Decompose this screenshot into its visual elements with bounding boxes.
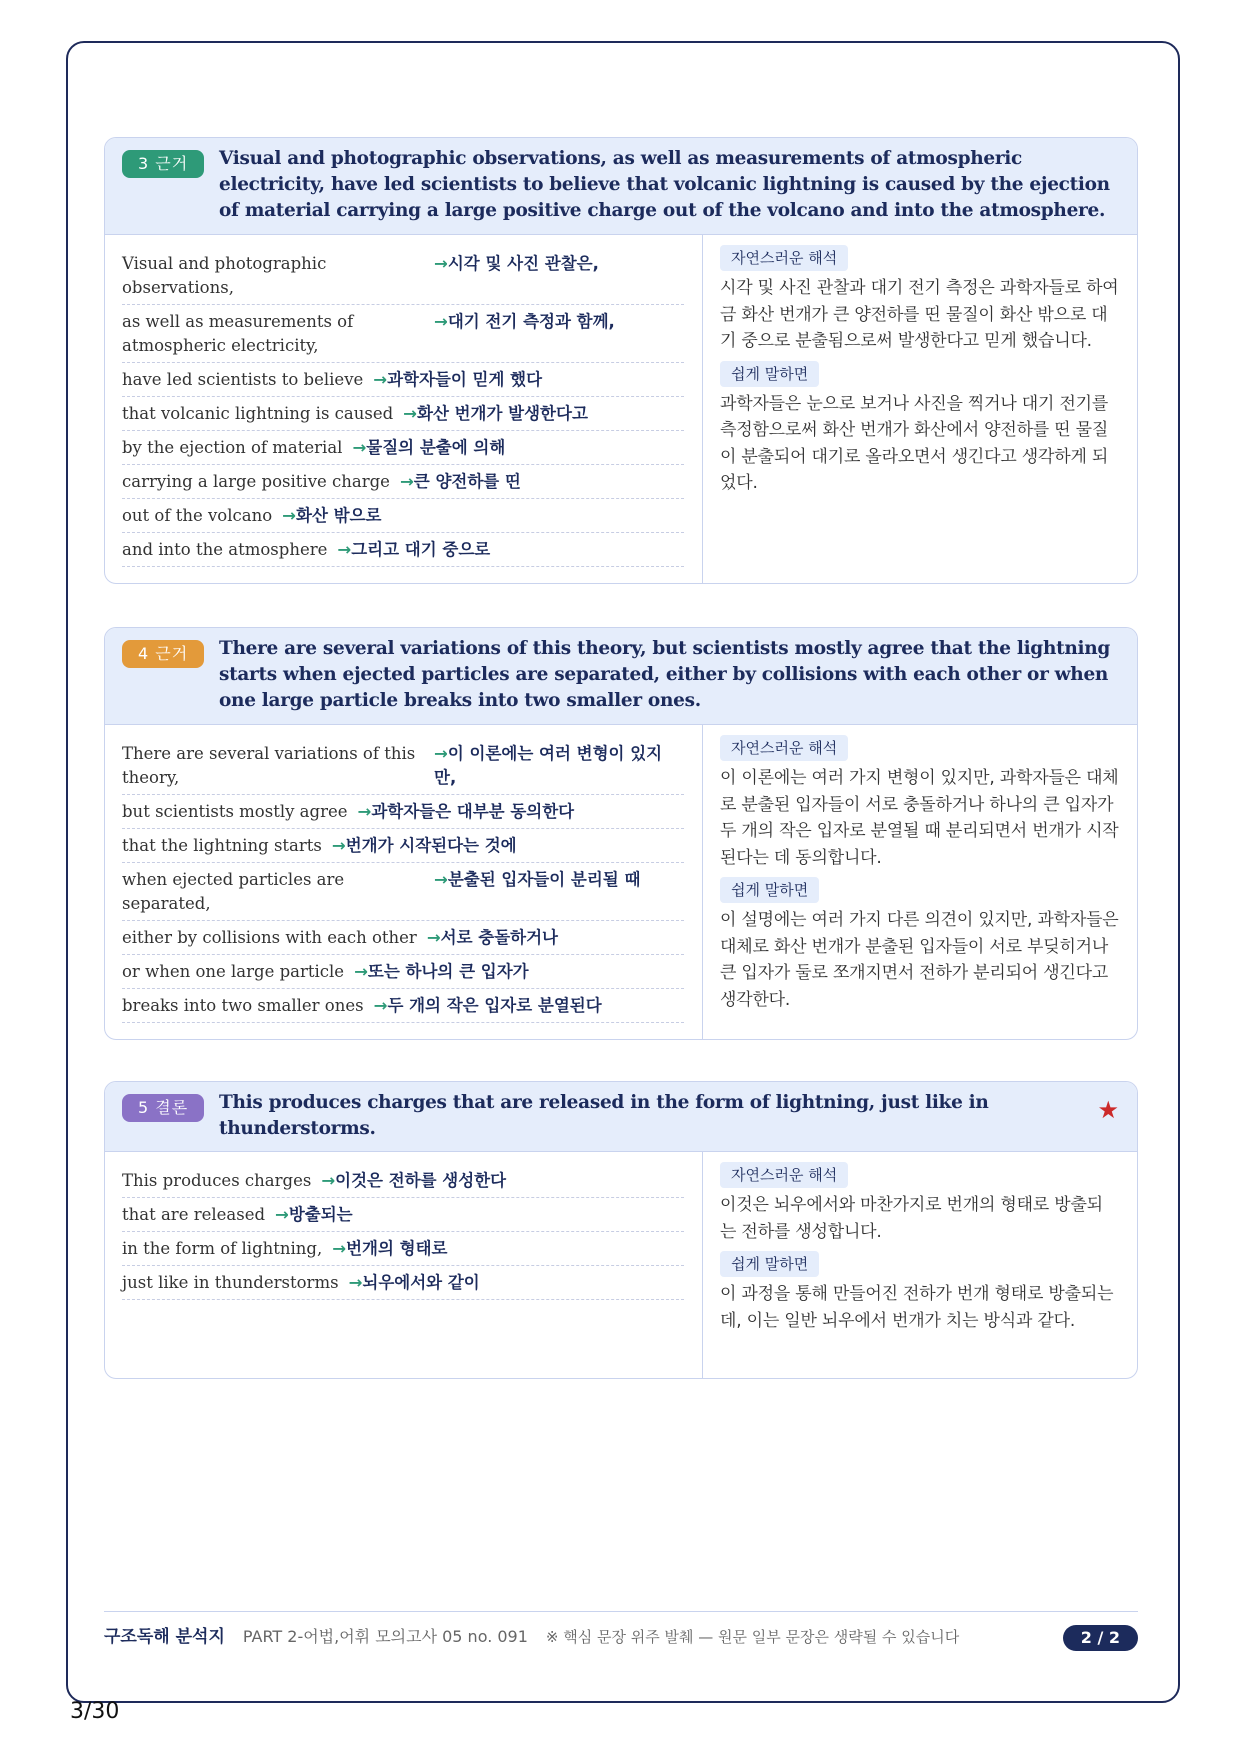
chunk-row xyxy=(122,363,684,397)
chunk-ko xyxy=(337,538,490,562)
chunk-ko xyxy=(332,1237,447,1261)
natural-translation-label: 자연스러운 해석 xyxy=(720,1162,848,1188)
page-indicator: 2 / 2 xyxy=(1063,1625,1138,1651)
chunk-row xyxy=(122,955,684,989)
chunk-row xyxy=(122,1232,684,1266)
chunk-ko-text: 또는 하나의 큰 입자가 xyxy=(367,962,529,981)
arrow-icon: → xyxy=(337,540,352,559)
chunk-list xyxy=(105,235,703,583)
chunk-en: have led scientists to believe xyxy=(122,370,364,389)
translation-panel xyxy=(703,725,1137,1039)
chunk-ko xyxy=(434,252,599,276)
chunk-en: that volcanic lightning is caused xyxy=(122,404,394,423)
chunk-ko-text: 번개의 형태로 xyxy=(346,1239,448,1258)
chunk-ko-text: 과학자들은 대부분 동의한다 xyxy=(371,802,575,821)
natural-translation-label: 자연스러운 해석 xyxy=(720,735,848,761)
analysis-block-5 xyxy=(104,1081,1138,1379)
arrow-icon: → xyxy=(373,370,388,389)
chunk-ko xyxy=(403,402,588,426)
chunk-ko xyxy=(275,1203,353,1227)
chunk-ko-text: 시각 및 사진 관찰은, xyxy=(447,254,599,273)
chunk-row xyxy=(122,921,684,955)
simple-explanation-label: 쉽게 말하면 xyxy=(720,361,819,387)
chunk-row xyxy=(122,1164,684,1198)
chunk-row xyxy=(122,737,684,795)
chunk-row xyxy=(122,829,684,863)
chunk-en: There are several variations of this theory, xyxy=(122,744,416,787)
chunk-ko-text: 이 이론에는 여러 변형이 있지만, xyxy=(434,744,663,787)
natural-translation-label: 자연스러운 해석 xyxy=(720,245,848,271)
chunk-ko xyxy=(374,994,602,1018)
chunk-ko-text: 분출된 입자들이 분리될 때 xyxy=(447,870,641,889)
chunk-en: in the form of lightning, xyxy=(122,1239,323,1258)
simple-explanation: 과학자들은 눈으로 보거나 사진을 찍거나 대기 전기를 측정함으로써 화산 번개가 화산에서 양전하를 띤 물질이 분출되어 대기로 올라오면서 생긴다고 생각하게 되었다. xyxy=(720,393,1109,493)
key-sentence: This produces charges that are released in the form of lightning, just like in thunderstorms. xyxy=(219,1092,989,1139)
arrow-icon: → xyxy=(399,472,414,491)
arrow-icon: → xyxy=(321,1171,336,1190)
block-header xyxy=(105,628,1137,725)
chunk-row xyxy=(122,1266,684,1300)
chunk-row xyxy=(122,1198,684,1232)
translation-panel xyxy=(703,235,1137,583)
chunk-en: by the ejection of material xyxy=(122,438,343,457)
key-sentence: There are several variations of this theory, but scientists mostly agree that the lightning starts when ejected particles are separated, either by collisions with each other or when one large particle breaks into two smaller ones. xyxy=(219,638,1111,711)
chunk-list xyxy=(105,725,703,1039)
simple-explanation: 이 설명에는 여러 가지 다른 의견이 있지만, 과학자들은 대체로 화산 번개가 분출된 입자들이 서로 부딪히거나 큰 입자가 둘로 쪼개지면서 전하가 분리되어 생긴다고 생각한다. xyxy=(720,910,1119,1010)
arrow-icon: → xyxy=(348,1273,363,1292)
arrow-icon: → xyxy=(352,438,367,457)
chunk-list xyxy=(105,1152,703,1378)
chunk-en: carrying a large positive charge xyxy=(122,472,390,491)
footer-part: PART 2-어법,어휘 모의고사 05 no. 091 xyxy=(242,1627,528,1646)
chunk-ko xyxy=(434,310,615,334)
block-header xyxy=(105,138,1137,235)
arrow-icon: → xyxy=(332,1239,347,1258)
arrow-icon: → xyxy=(357,802,372,821)
chunk-ko-text: 과학자들이 믿게 했다 xyxy=(387,370,543,389)
chunk-ko xyxy=(427,926,558,950)
page-count: 3/30 xyxy=(70,1699,120,1724)
chunk-ko-text: 두 개의 작은 입자로 분열된다 xyxy=(387,996,602,1015)
arrow-icon: → xyxy=(275,1205,289,1224)
chunk-row xyxy=(122,795,684,829)
chunk-ko xyxy=(282,504,381,528)
chunk-ko-text: 대기 전기 측정과 함께, xyxy=(447,312,615,331)
arrow-icon: → xyxy=(331,836,346,855)
chunk-ko-text: 서로 충돌하거나 xyxy=(440,928,558,947)
footer-note: ※ 핵심 문장 위주 발췌 — 원문 일부 문장은 생략될 수 있습니다 xyxy=(545,1628,960,1646)
chunk-row xyxy=(122,305,684,363)
star-icon: ★ xyxy=(1097,1096,1119,1124)
chunk-ko-text: 뇌우에서와 같이 xyxy=(362,1273,480,1292)
chunk-row xyxy=(122,533,684,567)
arrow-icon: → xyxy=(426,928,441,947)
block-body xyxy=(105,235,1137,583)
chunk-ko xyxy=(332,834,517,858)
chunk-ko-text: 물질의 분출에 의해 xyxy=(366,438,506,457)
chunk-en: when ejected particles are separated, xyxy=(122,870,345,913)
chunk-ko-text: 화산 번개가 발생한다고 xyxy=(417,404,588,423)
key-sentence: Visual and photographic observations, as well as measurements of atmospheric electricity, have led scientists to believe that volcanic lightning is caused by the ejection of material carrying a large positive charge out of the volcano and into the atmosphere. xyxy=(219,148,1110,221)
badge-4-evidence: 4 근거 xyxy=(122,640,204,668)
chunk-en: that are released xyxy=(122,1205,266,1224)
simple-explanation-label: 쉽게 말하면 xyxy=(720,877,819,903)
chunk-en: breaks into two smaller ones xyxy=(122,996,364,1015)
simple-explanation: 이 과정을 통해 만들어진 전하가 번개 형태로 방출되는데, 이는 일반 뇌우에서 번개가 치는 방식과 같다. xyxy=(720,1284,1114,1331)
simple-explanation-label: 쉽게 말하면 xyxy=(720,1251,819,1277)
natural-translation: 이것은 뇌우에서와 마찬가지로 번개의 형태로 방출되는 전하를 생성합니다. xyxy=(720,1195,1103,1242)
chunk-row xyxy=(122,499,684,533)
natural-translation: 이 이론에는 여러 가지 변형이 있지만, 과학자들은 대체로 분출된 입자들이 서로 충돌하거나 하나의 큰 입자가 두 개의 작은 입자로 분열될 때 분리되면서 번개가 시작된다는 데 동의합니다. xyxy=(720,768,1119,868)
footer-divider xyxy=(104,1611,1138,1612)
arrow-icon: → xyxy=(434,254,448,273)
chunk-en: This produces charges xyxy=(122,1171,312,1190)
chunk-ko-text: 그리고 대기 중으로 xyxy=(351,540,491,559)
chunk-en: just like in thunderstorms xyxy=(122,1273,339,1292)
chunk-en: as well as measurements of atmospheric electricity, xyxy=(122,312,354,355)
arrow-icon: → xyxy=(354,962,368,981)
chunk-ko xyxy=(358,800,575,824)
analysis-block-4 xyxy=(104,627,1138,1040)
chunk-row xyxy=(122,397,684,431)
chunk-en: or when one large particle xyxy=(122,962,345,981)
footer-brand: 구조독해 분석지 xyxy=(104,1627,225,1647)
block-body xyxy=(105,1152,1137,1378)
chunk-en: out of the volcano xyxy=(122,506,273,525)
chunk-row xyxy=(122,465,684,499)
chunk-ko-text: 큰 양전하를 띤 xyxy=(413,472,521,491)
footer xyxy=(104,1620,1138,1654)
translation-panel xyxy=(703,1152,1137,1378)
chunk-ko xyxy=(349,1271,480,1295)
chunk-en: either by collisions with each other xyxy=(122,928,417,947)
badge-5-conclusion: 5 결론 xyxy=(122,1094,204,1122)
chunk-ko-text: 방출되는 xyxy=(288,1205,353,1224)
chunk-ko xyxy=(400,470,521,494)
arrow-icon: → xyxy=(434,312,448,331)
chunk-row xyxy=(122,247,684,305)
block-header xyxy=(105,1082,1137,1152)
chunk-ko xyxy=(373,368,542,392)
chunk-ko xyxy=(354,960,529,984)
chunk-en: that the lightning starts xyxy=(122,836,322,855)
natural-translation: 시각 및 사진 관찰과 대기 전기 측정은 과학자들로 하여금 화산 번개가 큰 양전하를 띤 물질이 화산 밖으로 대기 중으로 분출됨으로써 발생한다고 믿게 했습니다. xyxy=(720,278,1119,351)
chunk-row xyxy=(122,863,684,921)
arrow-icon: → xyxy=(282,506,296,525)
chunk-row xyxy=(122,989,684,1023)
chunk-en: but scientists mostly agree xyxy=(122,802,348,821)
chunk-ko-text: 번개가 시작된다는 것에 xyxy=(345,836,517,855)
arrow-icon: → xyxy=(434,744,448,763)
chunk-en: Visual and photographic observations, xyxy=(122,254,327,297)
analysis-block-3 xyxy=(104,137,1138,584)
arrow-icon: → xyxy=(373,996,388,1015)
badge-3-evidence: 3 근거 xyxy=(122,150,204,178)
chunk-en: and into the atmosphere xyxy=(122,540,328,559)
arrow-icon: → xyxy=(434,870,448,889)
chunk-ko-text: 이것은 전하를 생성한다 xyxy=(335,1171,507,1190)
chunk-ko xyxy=(434,742,684,790)
chunk-row xyxy=(122,431,684,465)
chunk-ko-text: 화산 밖으로 xyxy=(296,506,382,525)
chunk-ko xyxy=(321,1169,506,1193)
arrow-icon: → xyxy=(403,404,417,423)
chunk-ko xyxy=(352,436,505,460)
block-body xyxy=(105,725,1137,1039)
chunk-ko xyxy=(434,868,640,892)
